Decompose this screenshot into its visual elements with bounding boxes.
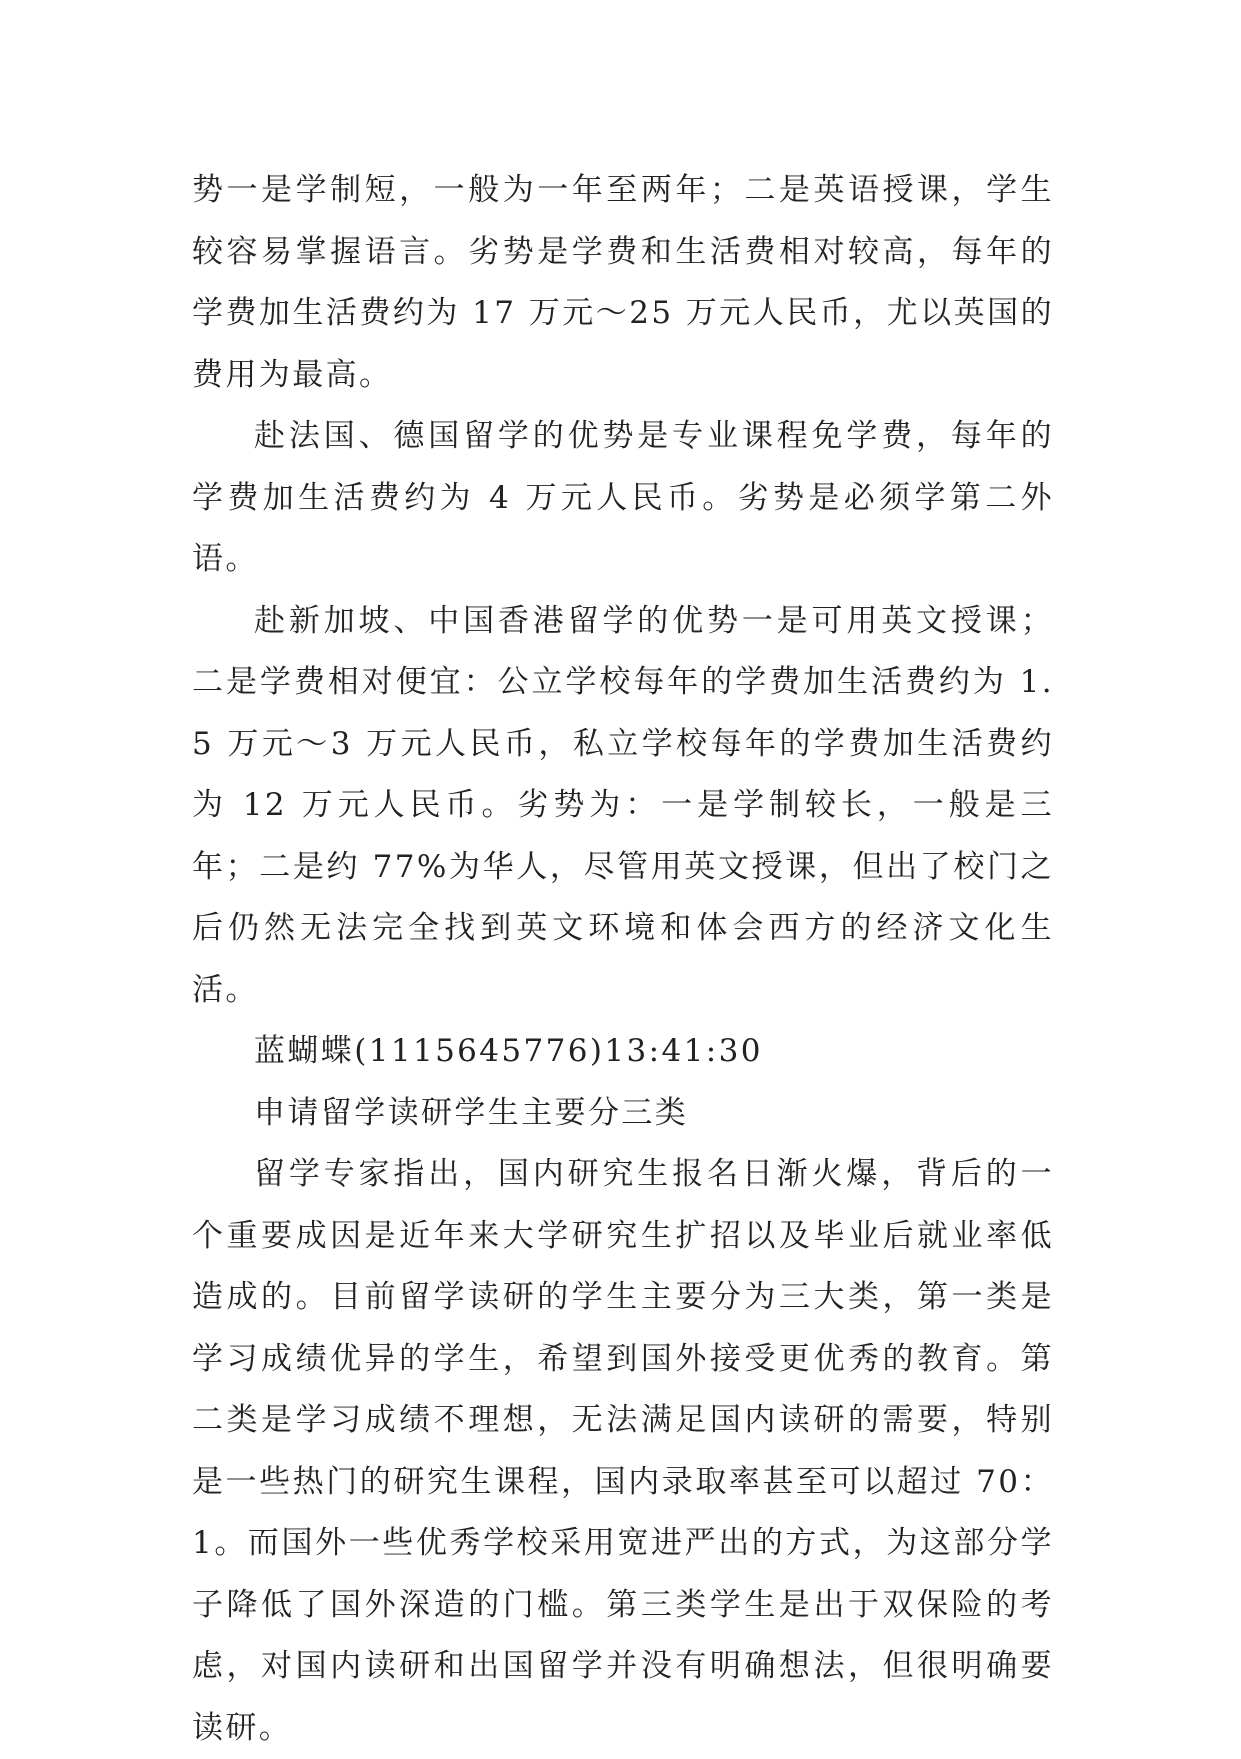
paragraph-continued: 势一是学制短，一般为一年至两年；二是英语授课，学生较容易掌握语言。劣势是学费和生活费相对较高，每年的学费加生活费约为 17 万元～25 万元人民币，尤以英国的费用为最高。 — [192, 172, 1054, 393]
paragraph-singapore-hongkong: 赴新加坡、中国香港留学的优势一是可用英文授课；二是学费相对便宜：公立学校每年的学费加生活费约为 1.5 万元～3 万元人民币，私立学校每年的学费加生活费约为 12 万元人民币。劣势为：一是学制较长，一般是三年；二是约 77%为华人，尽管用英文授课，但出了校门之后仍然无法完全找到英文环境和体会西方的经济文化生活。 — [192, 602, 1054, 1008]
paragraph-three-categories: 留学专家指出，国内研究生报名日渐火爆，背后的一个重要成因是近年来大学研究生扩招以及毕业后就业率低造成的。目前留学读研的学生主要分为三大类，第一类是学习成绩优异的学生，希望到国外接受更优秀的教育。第二类是学习成绩不理想，无法满足国内读研的需要，特别是一些热门的研究生课程，国内录取率甚至可以超过 70：1。而国外一些优秀学校采用宽进严出的方式，为这部分学子降低了国外深造的门槛。第三类学生是出于双保险的考虑，对国内读研和出国留学并没有明确想法，但很明确要读研。 — [192, 1156, 1054, 1746]
paragraph-france-germany: 赴法国、德国留学的优势是专业课程免学费，每年的学费加生活费约为 4 万元人民币。劣势是必须学第二外语。 — [192, 418, 1054, 577]
section-heading: 申请留学读研学生主要分三类 — [254, 1094, 689, 1131]
chat-sender-line: 蓝蝴蝶(1115645776)13:41:30 — [254, 1033, 763, 1069]
document-body — [192, 160, 1054, 1759]
